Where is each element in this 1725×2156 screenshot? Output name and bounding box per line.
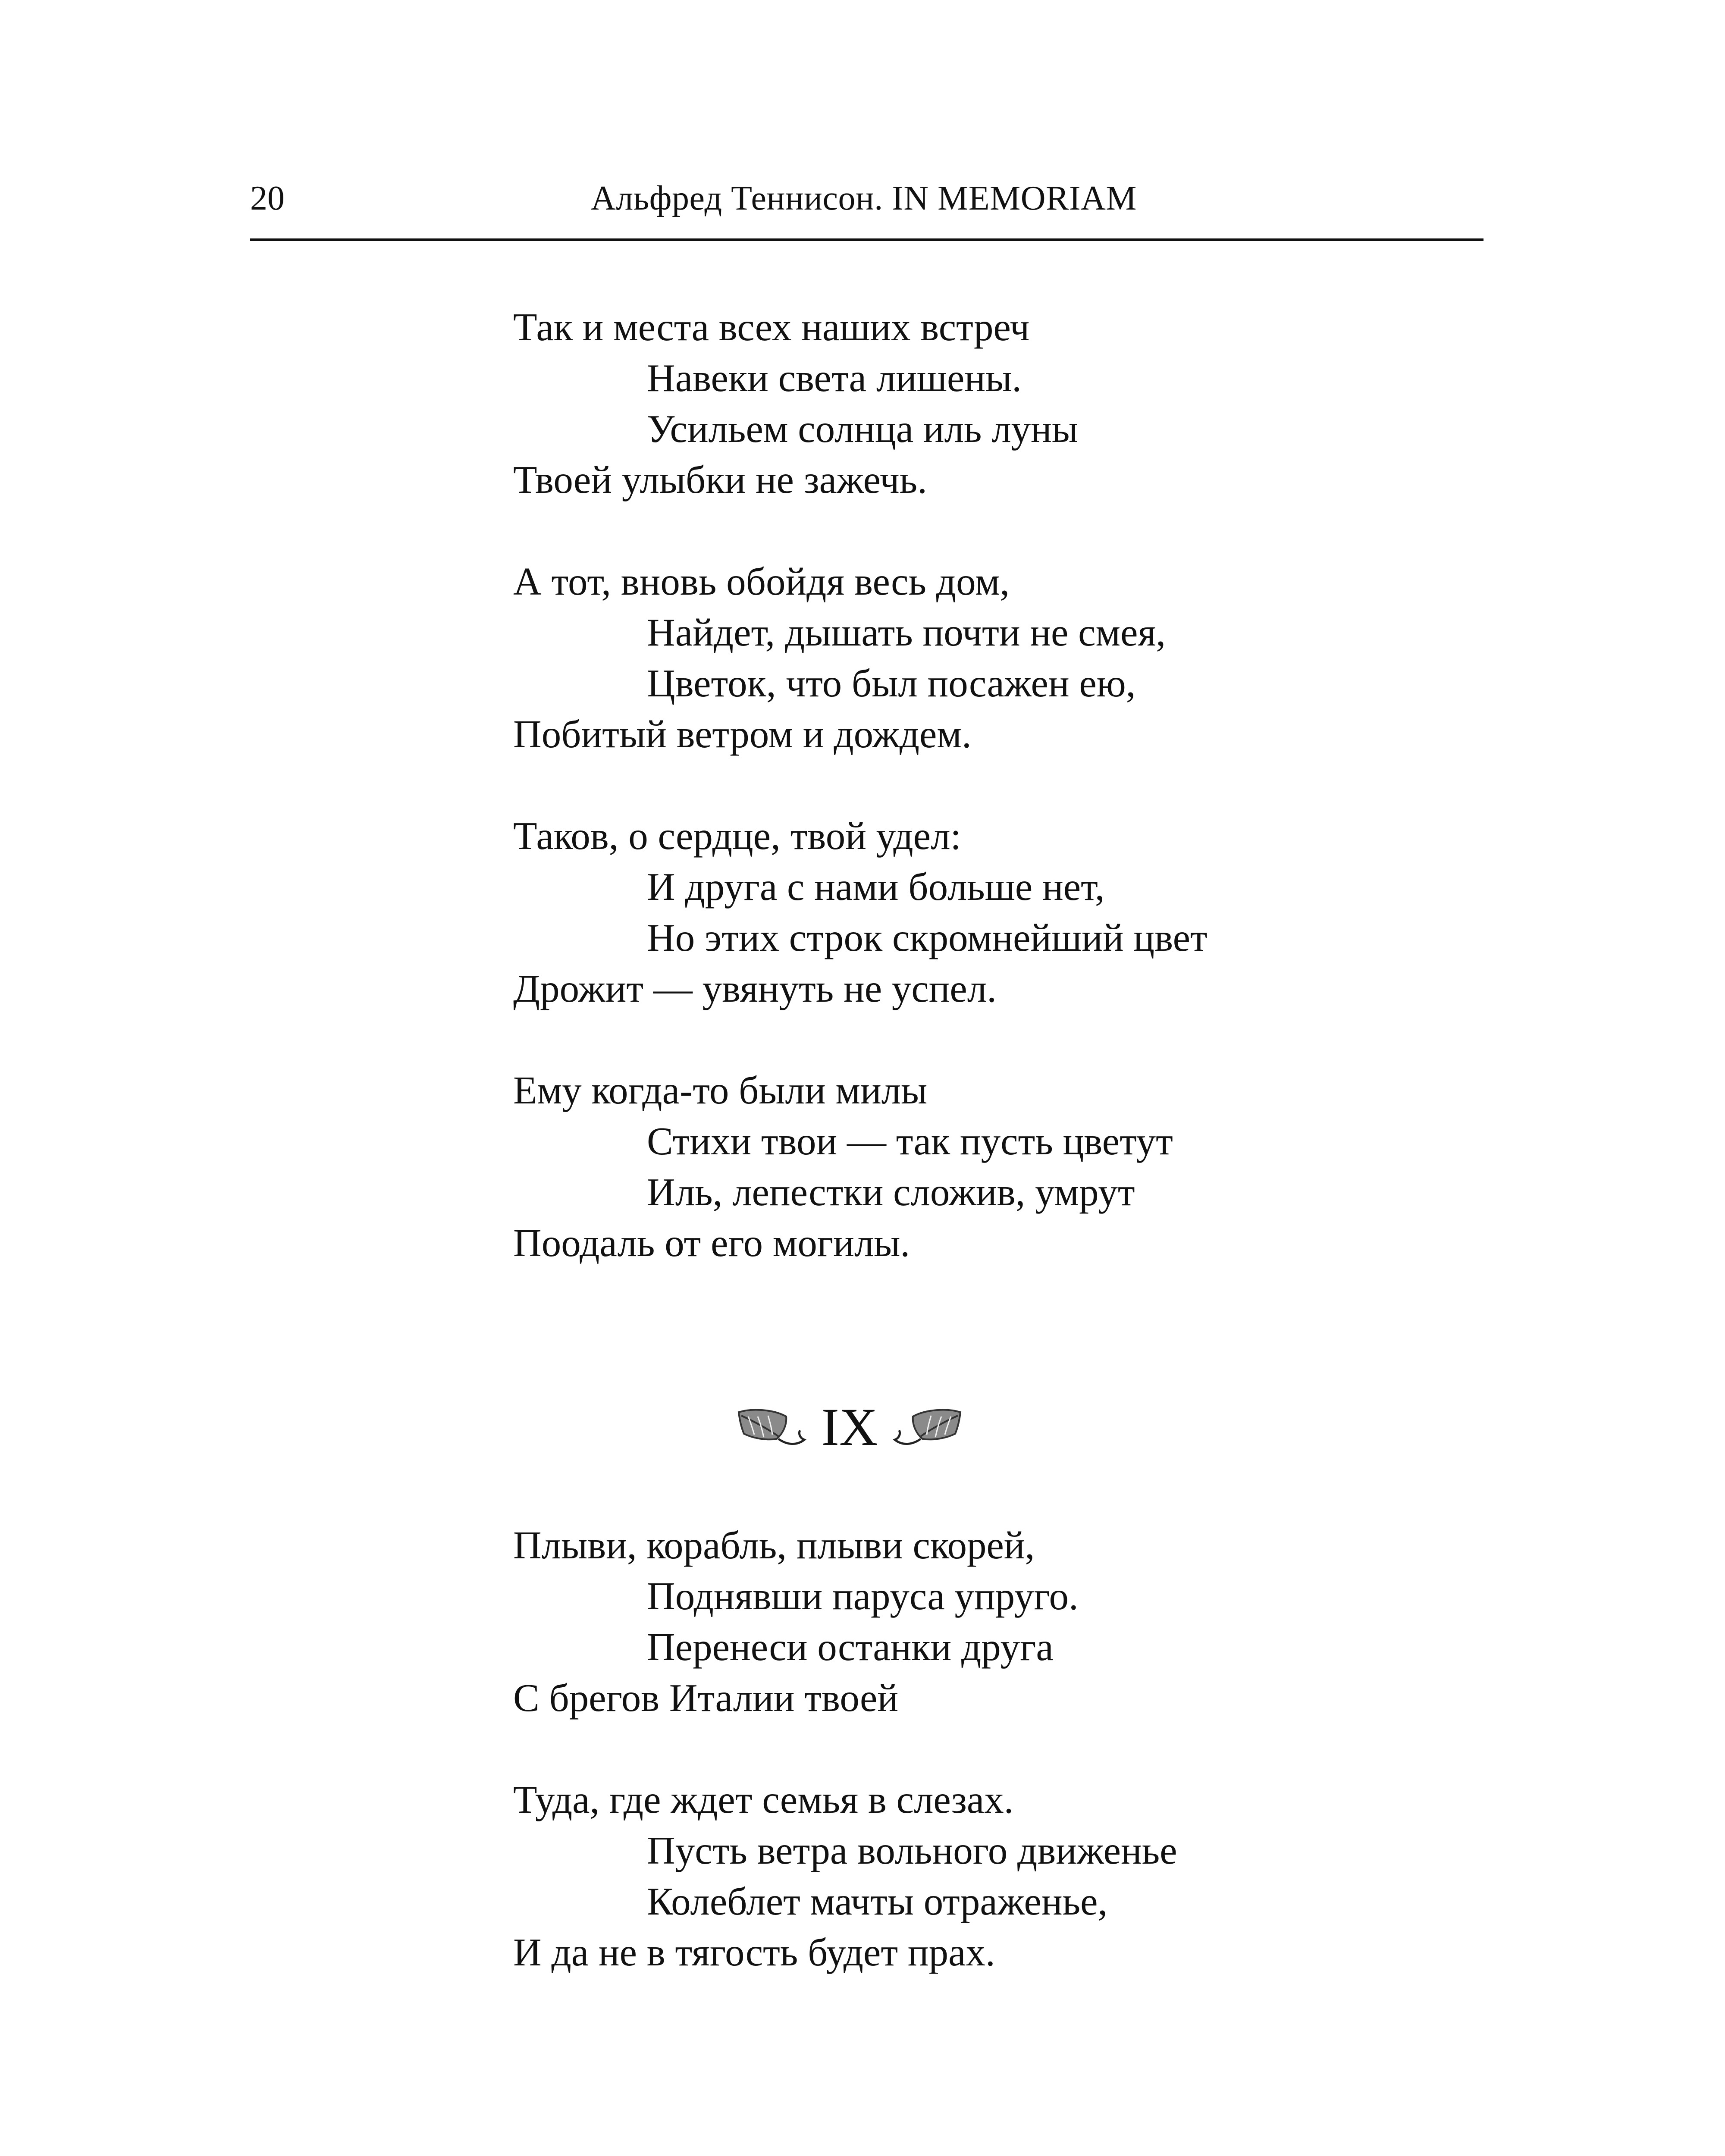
- verse-line: Дрожит — увянуть не успел.: [513, 967, 997, 1010]
- verse-line: Плыви, корабль, плыви скорей,: [513, 1523, 1035, 1567]
- verse-line: Но этих строк скромнейший цвет: [647, 916, 1208, 959]
- verse-line: Перенеси останки друга: [647, 1625, 1054, 1669]
- section-heading: [729, 1393, 970, 1462]
- verse-line: Поодаль от его могилы.: [513, 1221, 910, 1265]
- verse-line: Навеки света лишены.: [647, 356, 1022, 400]
- verse-line: Туда, где ждет семья в слезах.: [513, 1778, 1014, 1821]
- verse-line: И да не в тягость будет прах.: [513, 1930, 995, 1974]
- verse-line: Колеблет мачты отраженье,: [647, 1880, 1108, 1923]
- verse-line: Стихи твои — так пусть цветут: [647, 1119, 1173, 1163]
- verse-line: Твоей улыбки не зажечь.: [513, 458, 927, 501]
- stanza-4: [513, 1065, 1173, 1269]
- header-rule: [250, 238, 1484, 241]
- verse-line: Усильем солнца иль луны: [647, 407, 1078, 451]
- verse-line: Найдет, дышать почти не смея,: [647, 611, 1166, 654]
- stanza-2: [513, 556, 1166, 760]
- verse-line: Иль, лепестки сложив, умрут: [647, 1170, 1135, 1214]
- verse-line: Пусть ветра вольного движенье: [647, 1829, 1177, 1872]
- verse-line: Ему когда-то были милы: [513, 1069, 928, 1112]
- stanza-3: [513, 811, 1208, 1014]
- leaf-ornament-icon: [891, 1404, 964, 1451]
- verse-line: Так и места всех наших встреч: [513, 305, 1030, 349]
- running-title: Альфред Теннисон. IN MEMORIAM: [591, 179, 1137, 217]
- verse-line: С брегов Италии твоей: [513, 1676, 899, 1720]
- verse-line: Таков, о сердце, твой удел:: [513, 814, 961, 858]
- section-numeral: IX: [821, 1398, 878, 1457]
- verse-line: И друга с нами больше нет,: [647, 865, 1105, 909]
- stanza-5: [513, 1520, 1079, 1724]
- stanza-1: [513, 302, 1078, 505]
- verse-line: Побитый ветром и дождем.: [513, 712, 972, 756]
- stanza-6: [513, 1774, 1177, 1978]
- leaf-ornament-icon: [735, 1404, 809, 1451]
- page-number: 20: [250, 179, 285, 217]
- verse-line: Поднявши паруса упруго.: [647, 1574, 1079, 1618]
- verse-line: А тот, вновь обойдя весь дом,: [513, 560, 1010, 603]
- verse-line: Цветок, что был посажен ею,: [647, 661, 1136, 705]
